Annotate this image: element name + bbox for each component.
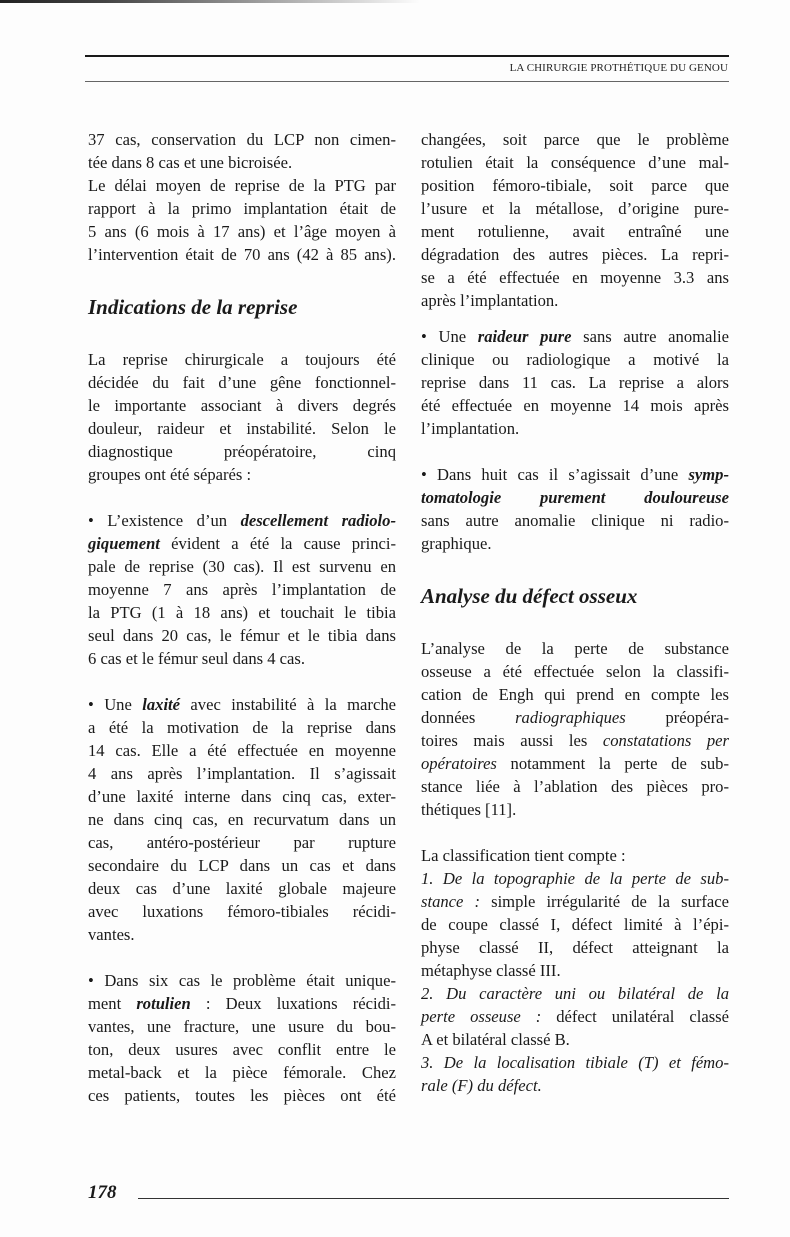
text-line: d’une laxité interne dans cinq cas, exter- [88,787,396,806]
text-line: toires mais aussi les constatations per [421,731,729,750]
text-line: l’intervention était de 70 ans (42 à 85 ans). [88,245,396,264]
text-line: ces patients, toutes les pièces ont été [88,1086,396,1105]
text-line: l’usure et la métallose, d’origine pure- [421,199,729,218]
left-column [88,128,396,1107]
text-line: ne dans cinq cas, en recurvatum dans un [88,810,396,829]
emphasis-term: tomatologie purement douloureuse [421,488,729,507]
text-line: • Une raideur pure sans autre anomalie [421,327,729,346]
right-column [421,128,729,1097]
list-item-1-title: 1. De la topographie de la perte de sub- [421,869,729,888]
text-line: ment rotulienne, avait entraîné une [421,222,729,241]
text-line: A et bilatéral classé B. [421,1030,570,1049]
text-line: le importante associant à divers degrés [88,396,396,415]
text-line: reprise dans 11 cas. La reprise a alors [421,373,729,392]
text-line: sans autre anomalie clinique ni radio- [421,511,729,530]
text-line: été effectuée en moyenne 14 mois après [421,396,729,415]
text-line: osseuse a été effectuée selon la classifi- [421,662,729,681]
text-line: ment rotulien : Deux luxations récidi- [88,994,396,1013]
emphasis-term: descellement radiolo- [240,511,396,530]
text-line: La classification tient compte : [421,846,626,865]
text-line: L’analyse de la perte de substance [421,639,729,658]
footer-rule [138,1198,729,1199]
bullet-douloureuse [421,463,729,555]
spacer [421,821,729,844]
text-line: métaphyse classé III. [421,961,561,980]
text-line: après l’implantation. [421,291,559,310]
continuation-paragraph [421,128,729,312]
text-line: seul dans 20 cas, le fémur et le tibia dans [88,626,396,645]
bullet-rotulien [88,969,396,1107]
text-line: perte osseuse : défect unilatéral classé [421,1007,729,1026]
spacer [88,486,396,509]
text-line: moyenne 7 ans après l’implantation de [88,580,396,599]
text-line: deux cas d’une laxité globale majeure [88,879,396,898]
text-line: graphique. [421,534,492,553]
bullet-descellement [88,509,396,670]
text-line: position fémoro-tibiale, soit parce que [421,176,729,195]
text-line: rapport à la primo implantation était de [88,199,396,218]
emphasis-term: laxité [142,695,181,714]
spacer [421,440,729,463]
text-line: 37 cas, conservation du LCP non cimen- [88,130,396,149]
text-line: • Dans huit cas il s’agissait d’une symp- [421,465,729,484]
text-line: douleur, raideur et instabilité. Selon le [88,419,396,438]
text-line: 4 ans après l’implantation. Il s’agissait [88,764,396,783]
emphasis-term: rotulien [136,994,191,1013]
classification-list [421,844,729,1097]
text-line: de coupe classé I, défect limité à l’épi- [421,915,729,934]
text-line: changées, soit parce que le problème [421,130,729,149]
spacer [88,946,396,969]
text-line: vantes, une fracture, une usure du bou- [88,1017,396,1036]
running-title: LA CHIRURGIE PROTHÉTIQUE DU GENOU [509,62,728,74]
text-line: 6 cas et le fémur seul dans 4 cas. [88,649,306,668]
bullet-raideur [421,325,729,440]
text-line: stance liée à l’ablation des pièces pro- [421,777,729,796]
page-number: 178 [88,1182,117,1203]
text-line: vantes. [88,925,135,944]
italic-term: radiographiques [515,708,626,727]
list-item-2-title: 2. Du caractère uni ou bilatéral de la [421,984,729,1003]
text-line: cation de Engh qui prend en compte les [421,685,729,704]
text-line: • Dans six cas le problème était unique- [88,971,396,990]
italic-term: opératoires [421,754,497,773]
text-line: clinique ou radiologique a motivé la [421,350,729,369]
text-line: données radiographiques préopéra- [421,708,730,727]
text-line: diagnostique préopératoire, cinq [88,442,396,461]
indications-paragraph [88,348,396,486]
text-line: se a été effectuée en moyenne 3.3 ans [421,268,729,287]
spacer [88,325,396,348]
text-line: • Une laxité avec instabilité à la marche [88,695,396,714]
text-line: • L’existence d’un descellement radiolo- [88,511,396,530]
text-line: tée dans 8 cas et une bicroisée. [88,153,293,172]
spacer [421,614,729,637]
text-line: la PTG (1 à 18 ans) et touchait le tibia [88,603,396,622]
text-line [421,486,729,509]
italic-term: constatations per [602,731,729,750]
text-line: ton, deux usures avec conflit entre le [88,1040,396,1059]
text-line: décidée du fait d’une gêne fonctionnel- [88,373,396,392]
section-heading-analyse: Analyse du défect osseux [421,584,638,608]
spacer [88,266,396,289]
text-line: stance : simple irrégularité de la surface [421,892,729,911]
text-line: cas, antéro-postérieur par rupture [88,833,396,852]
header-rule-bottom [85,81,729,82]
text-line: opératoires notamment la perte de sub- [421,754,729,773]
spacer [88,670,396,693]
text-line: thétiques [11]. [421,800,517,819]
header-rule-top [85,55,729,57]
text-line: Le délai moyen de reprise de la PTG par [88,176,396,195]
spacer [421,555,729,578]
text-line: groupes ont été séparés : [88,465,252,484]
emphasis-term: giquement [88,534,160,553]
text-line: giquement évident a été la cause princi- [88,534,396,553]
spacer [421,312,729,325]
intro-paragraph [88,128,396,266]
text-line: dégradation des autres pièces. La repri- [421,245,729,264]
section-heading-indications: Indications de la reprise [88,295,298,319]
text-line: La reprise chirurgicale a toujours été [88,350,396,369]
list-item-3-title: 3. De la localisation tibiale (T) et fémo- [421,1053,729,1072]
analysis-paragraph [421,637,729,821]
text-line: 14 cas. Elle a été effectuée en moyenne [88,741,396,760]
text-line: metal-back et la pièce fémorale. Chez [88,1063,396,1082]
text-line: rale (F) du défect. [421,1076,542,1095]
text-line: l’implantation. [421,419,520,438]
text-line: a été la motivation de la reprise dans [88,718,396,737]
bullet-laxite [88,693,396,946]
emphasis-term: symp- [688,465,729,484]
text-line: secondaire du LCP dans un cas et dans [88,856,396,875]
text-line: 5 ans (6 mois à 17 ans) et l’âge moyen à [88,222,396,241]
text-line: avec luxations fémoro-tibiales récidi- [88,902,396,921]
text-line: rotulien était la conséquence d’une mal- [421,153,729,172]
text-line: physe classé II, défect atteignant la [421,938,729,957]
text-line: pale de reprise (30 cas). Il est survenu en [88,557,396,576]
scan-edge-artifact [0,0,420,3]
emphasis-term: raideur pure [477,327,572,346]
